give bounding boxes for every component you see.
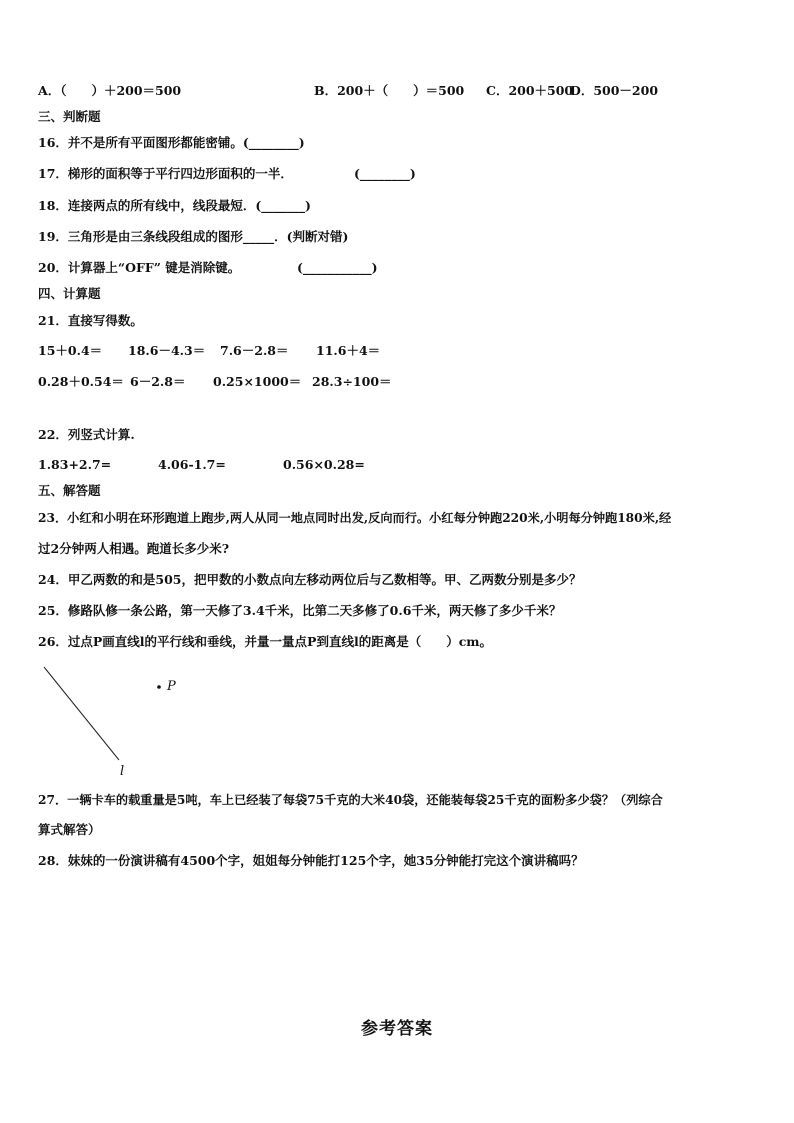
- question-26: 26．过点P画直线l的平行线和垂线，并量一量点P到直线l的距离是（ ）cm。: [38, 634, 493, 649]
- calc-item: 0.25×1000＝: [213, 374, 302, 389]
- question-25: 25．修路队修一条公路，第一天修了3.4千米，比第二天多修了0.6千米，两天修了多少千米？: [38, 603, 562, 618]
- option-d: D．500－200: [570, 83, 659, 98]
- question-21: 21．直接写得数。: [38, 313, 143, 328]
- point-p-label: P: [167, 679, 176, 694]
- option-a: A．（ ）＋200＝500: [38, 83, 182, 98]
- question-18: 18．连接两点的所有线中，线段最短．(_______): [38, 198, 311, 213]
- question-20: 20．计算器上“OFF” 键是消除键。: [38, 260, 241, 275]
- calc-item: 15＋0.4＝: [38, 343, 103, 358]
- calc-item: 11.6＋4＝: [316, 343, 381, 358]
- calc-item: 1.83+2.7=: [38, 457, 112, 472]
- answers-title: 参考答案: [361, 1019, 433, 1039]
- section-heading-word-problems: 五、解答题: [38, 483, 101, 498]
- calc-item: 4.06-1.7=: [158, 457, 226, 472]
- question-23-line-2: 过2分钟两人相遇。跑道长多少米?: [38, 541, 230, 556]
- calc-item: 0.56×0.28=: [283, 457, 365, 472]
- calc-item: 7.6－2.8＝: [220, 343, 289, 358]
- calc-item: 18.6－4.3＝: [128, 343, 206, 358]
- section-heading-judgement: 三、判断题: [38, 109, 101, 124]
- question-17-blank: (________): [354, 166, 416, 181]
- option-b: B．200＋（ ）＝500: [314, 83, 465, 98]
- line-and-point-figure: [30, 660, 190, 785]
- point-p-dot: [157, 685, 161, 689]
- question-20-blank: (___________): [297, 260, 378, 275]
- question-27-line-1: 27．一辆卡车的载重量是5吨，车上已经装了每袋75千克的大米40袋，还能装每袋25千克的面粉多少袋？（列综合: [38, 793, 663, 807]
- question-19: 19．三角形是由三条线段组成的图形_____．(判断对错): [38, 229, 349, 244]
- question-22: 22．列竖式计算.: [38, 427, 135, 442]
- line-l: [44, 667, 119, 760]
- question-17: 17．梯形的面积等于平行四边形面积的一半．: [38, 166, 293, 181]
- line-l-label: l: [120, 764, 125, 779]
- question-16: 16．并不是所有平面图形都能密铺。(________): [38, 135, 305, 150]
- question-23-line-1: 23．小红和小明在环形跑道上跑步,两人从同一地点同时出发,反向而行。小红每分钟跑220米,小明每分钟跑180米,经: [38, 511, 672, 525]
- calc-item: 28.3÷100＝: [312, 374, 392, 389]
- question-27-line-2: 算式解答）: [38, 822, 101, 837]
- section-heading-calculation: 四、计算题: [38, 286, 101, 301]
- option-c: C．200＋500: [486, 83, 574, 98]
- calc-item: 6－2.8＝: [130, 374, 186, 389]
- question-24: 24．甲乙两数的和是505，把甲数的小数点向左移动两位后与乙数相等。甲、乙两数分别是多少？: [38, 572, 582, 587]
- calc-item: 0.28＋0.54＝: [38, 374, 124, 389]
- question-28: 28．妹妹的一份演讲稿有4500个字，姐姐每分钟能打125个字，她35分钟能打完这个演讲稿吗？: [38, 853, 584, 868]
